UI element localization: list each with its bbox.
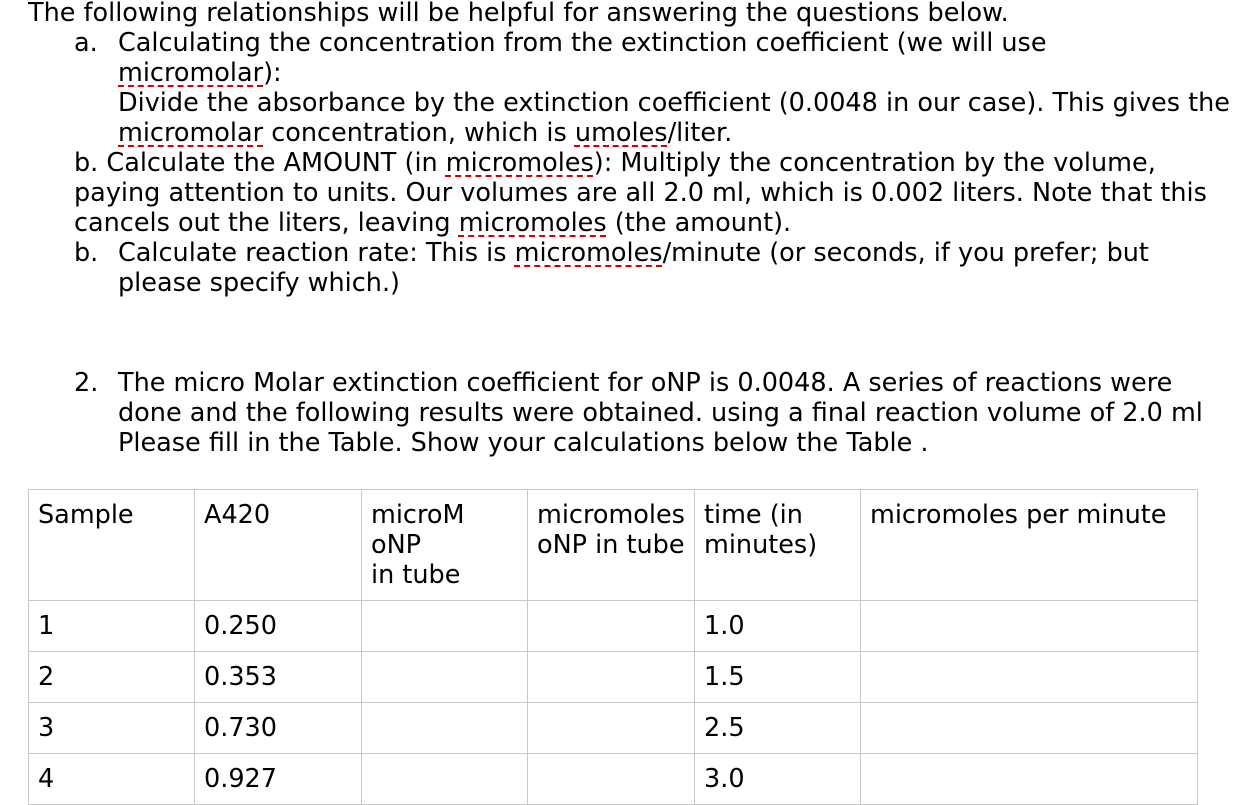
rate-cell[interactable] [861,703,1198,754]
item-b2-marker: b. [74,238,99,268]
header-line: oNP in tube [537,530,685,560]
micromoles-cell[interactable] [528,703,695,754]
rate-cell[interactable] [861,754,1198,805]
table-row [29,601,1198,652]
sample-cell: 3 [29,703,195,754]
a420-cell: 0.730 [195,703,362,754]
results-table [28,489,1198,805]
time-cell: 1.0 [695,601,861,652]
header-line: time (in [704,500,803,530]
a420-cell: 0.353 [195,652,362,703]
table-row [29,703,1198,754]
spellcheck-word: umoles [574,118,668,148]
item-a-marker: a. [74,28,98,58]
item-b2-line2: please specify which.) [118,268,400,298]
spellcheck-word: micromoles [514,238,663,268]
item-a-line2 [118,58,282,88]
micromolar-cell[interactable] [362,754,528,805]
sample-cell: 4 [29,754,195,805]
item-b1-line1 [74,148,1156,178]
header-cell [195,490,362,601]
time-cell: 3.0 [695,754,861,805]
item-b1-line2: paying attention to units. Our volumes are all 2.0 ml, which is 0.002 liters. Note that this [74,178,1207,208]
table-row [29,652,1198,703]
sample-cell: 1 [29,601,195,652]
header-line: micromoles per minute [870,500,1167,530]
spellcheck-word: micromoles [458,208,607,238]
rate-cell[interactable] [861,601,1198,652]
spellcheck-word: micromolar [118,118,264,148]
micromolar-cell[interactable] [362,601,528,652]
item-b2-line1 [118,238,1149,268]
a420-cell: 0.250 [195,601,362,652]
header-cell [528,490,695,601]
item-b1-line3-rest: (the amount). [606,208,792,238]
question2-line3: Please fill in the Table. Show your calculations below the Table . [118,428,929,458]
item-a-line3: Divide the absorbance by the extinction coefficient (0.0048 in our case). This gives the [118,88,1230,118]
header-cell [29,490,195,601]
header-cell [362,490,528,601]
table-row [29,754,1198,805]
micromolar-cell[interactable] [362,652,528,703]
item-b2-line1-pre: Calculate reaction rate: This is [118,238,515,268]
sample-cell: 2 [29,652,195,703]
item-b2-line1-rest: /minute (or seconds, if you prefer; but [662,238,1149,268]
time-cell: 2.5 [695,703,861,754]
micromolar-cell[interactable] [362,703,528,754]
a420-cell: 0.927 [195,754,362,805]
header-cell [861,490,1198,601]
table-header-row [29,490,1198,601]
item-b1-line1-pre: b. Calculate the AMOUNT (in [74,148,446,178]
header-line: microM oNP [371,500,465,560]
spellcheck-word: micromolar [118,58,264,88]
question2-marker: 2. [74,368,99,398]
header-cell [695,490,861,601]
item-a-line4 [118,118,732,148]
header-line: in tube [371,560,461,590]
micromoles-cell[interactable] [528,652,695,703]
rate-cell[interactable] [861,652,1198,703]
header-line: A420 [204,500,271,530]
micromoles-cell[interactable] [528,754,695,805]
header-line: minutes) [704,530,818,560]
item-b1-line3-pre: cancels out the liters, leaving [74,208,459,238]
intro-text: The following relationships will be helpful for answering the questions below. [28,0,1009,28]
micromoles-cell[interactable] [528,601,695,652]
item-a-line4-rest: /liter. [667,118,733,148]
time-cell: 1.5 [695,652,861,703]
header-line: micromoles [537,500,685,530]
item-b1-line1-rest: ): Multiply the concentration by the volume, [593,148,1156,178]
item-a-line1: Calculating the concentration from the extinction coefficient (we will use [118,28,1047,58]
item-a-line4-mid: concentration, which is [263,118,575,148]
header-line: Sample [38,500,134,530]
spellcheck-word: micromoles [445,148,594,178]
question2-line2: done and the following results were obtained. using a final reaction volume of 2.0 ml [118,398,1203,428]
item-b1-line3 [74,208,791,238]
question2-line1: The micro Molar extinction coefficient for oNP is 0.0048. A series of reactions were [118,368,1173,398]
item-a-line2-rest: ): [263,58,282,88]
